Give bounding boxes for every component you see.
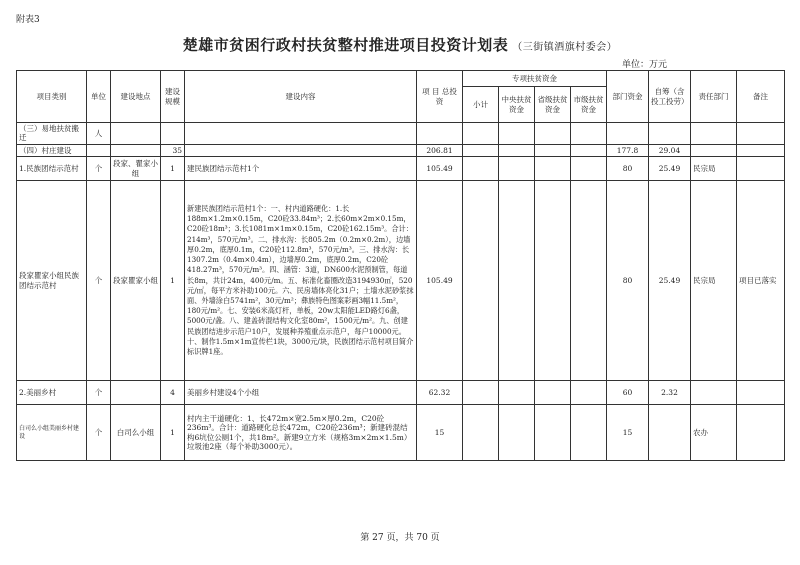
unit-label: 单位：万元 — [622, 60, 668, 70]
cell-remarks — [737, 123, 785, 145]
cell-self-raised — [649, 405, 691, 461]
header-location: 建设地点 — [111, 71, 161, 123]
cell-category: 1.民族团结示范村 — [17, 157, 87, 181]
page-title — [0, 34, 800, 55]
investment-table — [16, 70, 785, 461]
cell-scale: 1 — [161, 181, 185, 381]
cell-municipal — [571, 144, 607, 156]
table-row — [17, 181, 785, 381]
header-content: 建设内容 — [185, 71, 417, 123]
cell-unit: 个 — [87, 381, 111, 405]
cell-remarks — [737, 144, 785, 156]
header-scale: 建设规模 — [161, 71, 185, 123]
cell-content: 建民族团结示范村1个 — [185, 157, 417, 181]
cell-remarks — [737, 405, 785, 461]
cell-category: （三）易地扶贫搬迁 — [17, 123, 87, 145]
cell-resp — [691, 381, 737, 405]
cell-provincial — [535, 144, 571, 156]
cell-scale: 1 — [161, 405, 185, 461]
header-dept-resp: 责任部门 — [691, 71, 737, 123]
cell-resp — [691, 144, 737, 156]
cell-central — [499, 157, 535, 181]
title-main: 楚雄市贫困行政村扶贫整村推进项目投资计划表 — [182, 36, 509, 54]
table-row — [17, 381, 785, 405]
table-row — [17, 144, 785, 156]
cell-unit: 个 — [87, 157, 111, 181]
cell-municipal — [571, 405, 607, 461]
cell-location — [111, 381, 161, 405]
cell-total: 15 — [417, 405, 463, 461]
cell-location: 白司么小组 — [111, 405, 161, 461]
cell-subtotal — [463, 157, 499, 181]
cell-central — [499, 381, 535, 405]
cell-remarks — [737, 381, 785, 405]
cell-resp: 民宗局 — [691, 181, 737, 381]
cell-content — [185, 123, 417, 145]
cell-provincial — [535, 157, 571, 181]
cell-municipal — [571, 381, 607, 405]
cell-scale — [161, 123, 185, 145]
header-category: 项目类别 — [17, 71, 87, 123]
cell-municipal — [571, 181, 607, 381]
table-row — [17, 157, 785, 181]
cell-central — [499, 405, 535, 461]
cell-provincial — [535, 381, 571, 405]
cell-self-raised: 25.49 — [649, 157, 691, 181]
cell-unit: 个 — [87, 405, 111, 461]
cell-municipal — [571, 157, 607, 181]
page-footer: 第 27 页，共 70 页 — [360, 533, 440, 543]
table-row — [17, 123, 785, 145]
cell-resp — [691, 123, 737, 145]
cell-scale: 35 — [161, 144, 185, 156]
cell-category: 2.美丽乡村 — [17, 381, 87, 405]
cell-location — [111, 144, 161, 156]
cell-content: 美丽乡村建设4个小组 — [185, 381, 417, 405]
header-special-fund: 专项扶贫资金 — [463, 71, 607, 87]
appendix-label: 附表3 — [16, 15, 40, 25]
cell-subtotal — [463, 381, 499, 405]
cell-total: 206.81 — [417, 144, 463, 156]
cell-dept-fund: 177.8 — [607, 144, 649, 156]
cell-total: 105.49 — [417, 181, 463, 381]
cell-central — [499, 123, 535, 145]
cell-location: 段家、瞿家小组 — [111, 157, 161, 181]
header-dept-fund: 部门资金 — [607, 71, 649, 123]
header-central: 中央扶贫资金 — [499, 87, 535, 123]
table-row — [17, 405, 785, 461]
cell-total: 62.32 — [417, 381, 463, 405]
cell-unit: 人 — [87, 123, 111, 145]
cell-central — [499, 144, 535, 156]
cell-location: 段家瞿家小组 — [111, 181, 161, 381]
header-unit: 单位 — [87, 71, 111, 123]
cell-provincial — [535, 405, 571, 461]
header-total: 项 目 总投资 — [417, 71, 463, 123]
cell-content: 新建民族团结示范村1个：一、村内道路硬化：1.长188m×1.2m×0.15m，C20砼33.84m³；2.长60m×2m×0.15m，C20砼18m³；3.长1081m×1m×0.15m，C20砼162.15m³。合计：214m³，570元/m³。二、排水沟：长805.2m（0.2m×0.2m），边墙厚0.2m，底厚0.1m，C20砼112.8m³，570元/m³。三、排水沟：长1307.2m（0.4m×0.4m），边墙厚0.2m，底厚0.2m，C20砼418.27m³，570元/m³。四、涵管：3道，DN600水泥预制管，每道长8m，共计24m，400元/m。五、标准化畜圈改造3194930㎡，520元/㎡，每平方米补助100元。六、民房墙体亮化31户；土墙水泥砂浆抹面、外墙涂白5741m²，30元/m²；彝族特色图案彩画3幅11.5m²，180元/m²。七、安装6米高灯杆，单板，20w太阳能LED路灯6盏，5000元/盏。八、建盖砖混结构文化室80m²，1500元/m²。九、创建民族团结进步示范户10户，发展种养殖重点示范户，每户10000元。十、制作1.5m×1m宣传栏1块，3000元/块，民族团结示范村项目简介标识牌1座。 — [185, 181, 417, 381]
header-self-raised: 自筹（含投工投劳） — [649, 71, 691, 123]
cell-category: （四）村庄建设 — [17, 144, 87, 156]
cell-central — [499, 181, 535, 381]
cell-dept-fund: 80 — [607, 157, 649, 181]
cell-provincial — [535, 123, 571, 145]
cell-subtotal — [463, 144, 499, 156]
cell-unit — [87, 144, 111, 156]
cell-unit: 个 — [87, 181, 111, 381]
cell-total: 105.49 — [417, 157, 463, 181]
cell-scale: 1 — [161, 157, 185, 181]
cell-category: 白司么小组美丽乡村建设 — [17, 405, 87, 461]
cell-subtotal — [463, 123, 499, 145]
cell-total — [417, 123, 463, 145]
header-municipal: 市级扶贫资金 — [571, 87, 607, 123]
header-provincial: 省级扶贫资金 — [535, 87, 571, 123]
cell-remarks — [737, 157, 785, 181]
cell-self-raised: 29.04 — [649, 144, 691, 156]
cell-category: 段家瞿家小组民族团结示范村 — [17, 181, 87, 381]
cell-dept-fund: 60 — [607, 381, 649, 405]
cell-dept-fund: 80 — [607, 181, 649, 381]
cell-municipal — [571, 123, 607, 145]
title-sub: （三街镇酒旗村委会） — [512, 42, 618, 53]
cell-remarks: 项目已落实 — [737, 181, 785, 381]
cell-content: 村内主干道硬化：1、长472m×宽2.5m×厚0.2m，C20砼236m³。合计：道路硬化总长472m，C20砼236m³；新建砖混结构6坑位公厕1个，共18m²。新建9立方米（规格3m×2m×1.5m）垃圾池2座（每个补助3000元）。 — [185, 405, 417, 461]
cell-content — [185, 144, 417, 156]
cell-self-raised — [649, 123, 691, 145]
cell-provincial — [535, 181, 571, 381]
cell-subtotal — [463, 181, 499, 381]
cell-dept-fund: 15 — [607, 405, 649, 461]
cell-self-raised: 2.32 — [649, 381, 691, 405]
header-remarks: 备注 — [737, 71, 785, 123]
cell-dept-fund — [607, 123, 649, 145]
cell-subtotal — [463, 405, 499, 461]
cell-location — [111, 123, 161, 145]
cell-scale: 4 — [161, 381, 185, 405]
cell-self-raised: 25.49 — [649, 181, 691, 381]
header-subtotal: 小计 — [463, 87, 499, 123]
cell-resp: 农办 — [691, 405, 737, 461]
cell-resp: 民宗局 — [691, 157, 737, 181]
